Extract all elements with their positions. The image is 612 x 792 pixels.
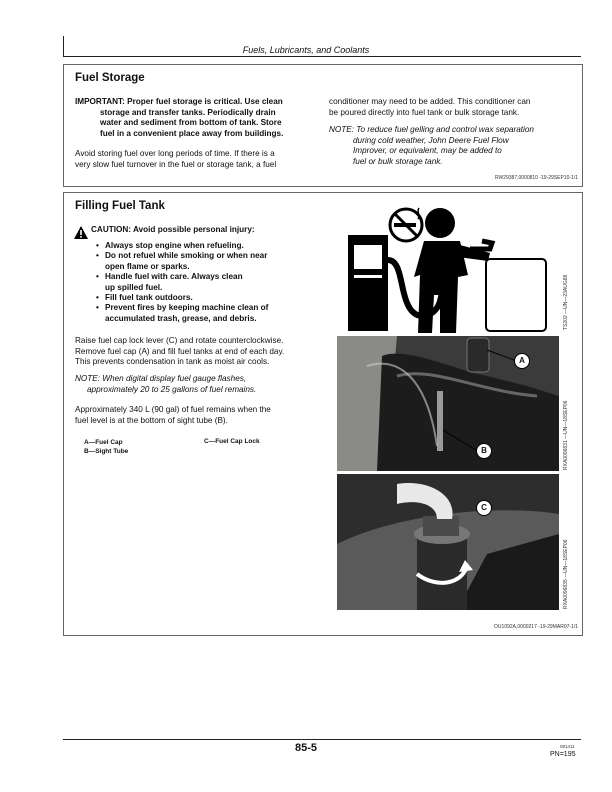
filling-para2-line-2: fuel level is at the bottom of sight tube (B). bbox=[75, 415, 228, 425]
legend-a: A—Fuel Cap bbox=[84, 439, 123, 446]
storage-paragraph bbox=[75, 149, 325, 170]
storage-right-line-1: conditioner may need to be added. This conditioner can bbox=[329, 97, 531, 106]
callout-a-label: A bbox=[519, 356, 525, 365]
filling-para-line-2: Remove fuel cap (A) and fill fuel tanks at end of each day. bbox=[75, 346, 285, 356]
header-rule bbox=[63, 56, 581, 57]
caution-item: • Do not refuel while smoking or when near bbox=[96, 251, 336, 261]
footer-code: 081411 bbox=[560, 744, 575, 749]
storage-reference: RW29387,0000810 -19-29SEP10-1/1 bbox=[494, 175, 578, 181]
page-number: 85-5 bbox=[294, 742, 318, 754]
fuel-storage-title: Fuel Storage bbox=[75, 72, 145, 84]
storage-note-line-4: fuel or bulk storage tank. bbox=[353, 156, 443, 166]
caution-list bbox=[96, 241, 336, 324]
storage-para-line-1: Avoid storing fuel over long periods of time. If there is a bbox=[75, 149, 275, 158]
storage-note-line-2: during cold weather, John Deere Fuel Flow bbox=[353, 135, 509, 145]
storage-right-paragraph bbox=[329, 97, 579, 118]
legend-c: C—Fuel Cap Lock bbox=[204, 438, 260, 445]
important-line-2: storage and transfer tanks. Periodically drain bbox=[100, 107, 276, 117]
important-block bbox=[75, 97, 325, 139]
caution-item: • Handle fuel with care. Always clean bbox=[96, 272, 336, 282]
storage-note-line-3: Improver, or equivalent, may be added to bbox=[353, 146, 502, 156]
caution-item: • Fill fuel tank outdoors. bbox=[96, 293, 336, 303]
legend bbox=[84, 438, 128, 456]
fuel-cap-lock-photo bbox=[337, 474, 559, 610]
filling-paragraph bbox=[75, 336, 330, 368]
caution-item-cont: up spilled fuel. bbox=[105, 282, 163, 292]
filling-note bbox=[75, 374, 330, 395]
image-code-2: RXA0096831 —UN—18SEP06 bbox=[563, 400, 569, 470]
part-number: PN=195 bbox=[550, 751, 576, 758]
filling-paragraph-2 bbox=[75, 405, 330, 426]
filling-note-line-2: approximately 20 to 25 gallons of fuel remains. bbox=[87, 384, 257, 394]
callout-c bbox=[476, 500, 492, 516]
footer-rule bbox=[63, 739, 581, 740]
filling-note-line-1: NOTE: When digital display fuel gauge flashes, bbox=[75, 374, 247, 383]
filling-para-line-1: Raise fuel cap lock lever (C) and rotate counterclockwise. bbox=[75, 336, 284, 345]
important-line-4: fuel in a convenient place away from buildings. bbox=[100, 128, 284, 138]
callout-leaders bbox=[337, 336, 559, 471]
storage-note bbox=[329, 125, 579, 167]
caution-item-cont: accumulated trash, grease, and debris. bbox=[105, 313, 257, 323]
legend-b: B—Sight Tube bbox=[84, 448, 129, 455]
important-label: IMPORTANT: bbox=[75, 97, 125, 106]
callout-b-label: B bbox=[481, 446, 487, 455]
important-line-1: Proper fuel storage is critical. Use clean bbox=[127, 97, 283, 106]
no-smoking-refuel-illustration bbox=[340, 205, 562, 333]
storage-para-line-2: very slow fuel turnover in the fuel or storage tank, a fuel bbox=[75, 159, 277, 169]
storage-note-line-1: NOTE: To reduce fuel gelling and control wax separation bbox=[329, 125, 534, 134]
filling-para2-line-1: Approximately 340 L (90 gal) of fuel remains when the bbox=[75, 405, 271, 414]
caution-heading: CAUTION: Avoid possible personal injury: bbox=[91, 225, 255, 234]
callout-c-label: C bbox=[481, 503, 487, 512]
caution-item: • Prevent fires by keeping machine clean of bbox=[96, 303, 336, 313]
image-code-1: TS202 —UN—23AUG88 bbox=[563, 274, 569, 330]
important-line-3: water and sediment from bottom of tank. Store bbox=[100, 118, 282, 128]
caution-item: • Always stop engine when refueling. bbox=[96, 241, 336, 251]
filling-reference: OU1092A,0000217 -19-29MAR07-1/1 bbox=[494, 624, 578, 630]
image-code-3: RXA0096835 —UN—18SEP06 bbox=[563, 539, 569, 609]
filling-title: Filling Fuel Tank bbox=[75, 200, 165, 212]
header-title: Fuels, Lubricants, and Coolants bbox=[242, 45, 370, 55]
caution-item-cont: open flame or sparks. bbox=[105, 261, 190, 271]
caution-triangle-icon bbox=[73, 225, 89, 240]
storage-right-line-2: be poured directly into fuel tank or bulk storage tank. bbox=[329, 107, 520, 117]
filling-para-line-3: This prevents condensation in tank as moist air cools. bbox=[75, 357, 270, 367]
